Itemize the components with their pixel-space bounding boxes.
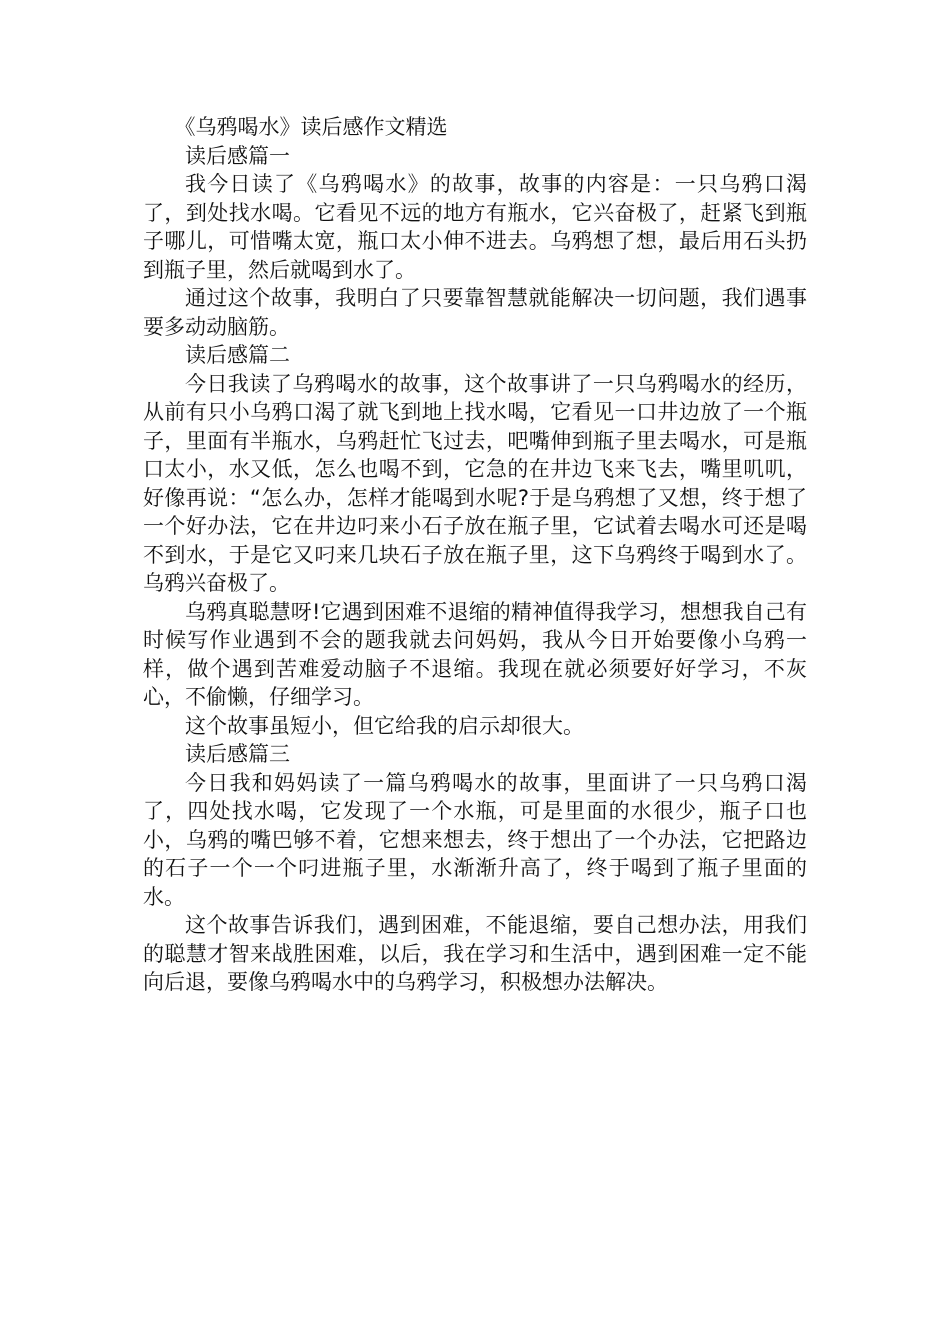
section-1-paragraph-2: 通过这个故事，我明白了只要靠智慧就能解决一切问题，我们遇事要多动动脑筋。 bbox=[143, 286, 807, 339]
section-3-paragraph-1: 今日我和妈妈读了一篇乌鸦喝水的故事，里面讲了一只乌鸦口渴了，四处找水喝，它发现了一个水瓶，可是里面的水很少，瓶子口也小，乌鸦的嘴巴够不着，它想来想去，终于想出了一个办法，它把路边的石子一个一个叼进瓶子里，水渐渐升高了，终于喝到了瓶子里面的水。 bbox=[143, 770, 807, 909]
section-3-paragraph-2: 这个故事告诉我们，遇到困难，不能退缩，要自己想办法，用我们的聪慧才智来战胜困难，以后，我在学习和生活中，遇到困难一定不能向后退，要像乌鸦喝水中的乌鸦学习，积极想办法解决。 bbox=[143, 913, 807, 994]
section-2-paragraph-2: 乌鸦真聪慧呀!它遇到困难不退缩的精神值得我学习，想想我自己有时候写作业遇到不会的题我就去问妈妈，我从今日开始要像小乌鸦一样，做个遇到苦难爱动脑子不退缩。我现在就必须要好好学习，不灰心，不偷懒，仔细学习。 bbox=[143, 599, 807, 709]
document-title: 《乌鸦喝水》读后感作文精选 bbox=[174, 115, 448, 139]
document-body bbox=[143, 113, 807, 997]
section-heading-1: 读后感篇一 bbox=[185, 143, 290, 168]
section-heading-2: 读后感篇二 bbox=[185, 343, 290, 367]
section-heading-3: 读后感篇三 bbox=[185, 742, 290, 766]
section-1-paragraph-1: 我今日读了《乌鸦喝水》的故事，故事的内容是：一只乌鸦口渴了，到处找水喝。它看见不远的地方有瓶水，它兴奋极了，赶紧飞到瓶子哪儿，可惜嘴太宽，瓶口太小伸不进去。乌鸦想了想，最后用石头扔到瓶子里，然后就喝到水了。 bbox=[143, 172, 807, 282]
section-2-paragraph-1: 今日我读了乌鸦喝水的故事，这个故事讲了一只乌鸦喝水的经历，从前有只小乌鸦口渴了就飞到地上找水喝，它看见一口井边放了一个瓶子，里面有半瓶水，乌鸦赶忙飞过去，吧嘴伸到瓶子里去喝水，可是瓶口太小，水又低，怎么也喝不到，它急的在井边飞来飞去，嘴里叽叽，好像再说：“怎么办，怎样才能喝到水呢?于是乌鸦想了又想，终于想了一个好办法，它在井边叼来小石子放在瓶子里，它试着去喝水可还是喝不到水，于是它又叼来几块石子放在瓶子里，这下乌鸦终于喝到水了。乌鸦兴奋极了。 bbox=[143, 371, 807, 595]
section-2-paragraph-3: 这个故事虽短小，但它给我的启示却很大。 bbox=[185, 713, 584, 738]
